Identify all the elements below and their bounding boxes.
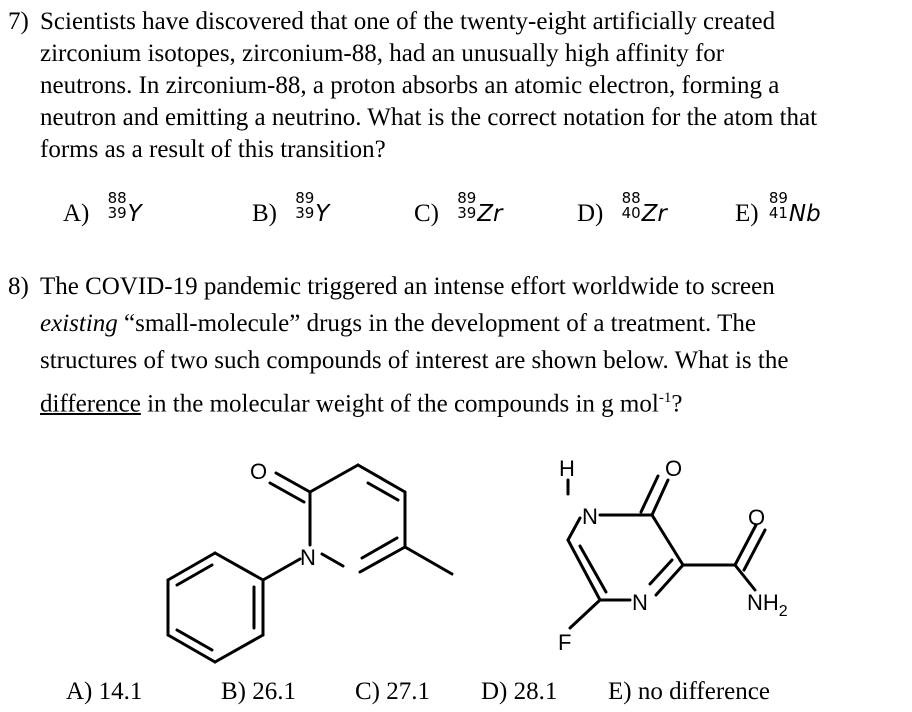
question-text-line: Scientists have discovered that one of the twenty-eight artificially created bbox=[40, 8, 776, 35]
amine-subscript: 2 bbox=[778, 603, 788, 620]
choice-letter: B) bbox=[252, 200, 277, 227]
element-symbol: Nb bbox=[788, 201, 821, 227]
atom-label-oxygen: O bbox=[748, 505, 766, 530]
question-text-rest: in the molecular weight of the compounds in g mol bbox=[140, 390, 659, 418]
nuclide-notation bbox=[457, 189, 503, 227]
atom-label-oxygen: O bbox=[665, 456, 683, 481]
answer-choice-e[interactable] bbox=[735, 189, 821, 228]
question-number: 7) bbox=[8, 8, 29, 35]
question-text-line: neutron and emitting a neutrino. What is the correct notation for the atom that bbox=[40, 104, 818, 131]
answer-choice-b[interactable] bbox=[252, 189, 330, 228]
amine-text: NH bbox=[747, 590, 779, 615]
choice-letter: A) bbox=[63, 200, 90, 227]
atom-label-nitrogen: N bbox=[300, 545, 316, 570]
atom-label-nitrogen: N bbox=[582, 504, 598, 529]
question-text-line: The COVID-19 pandemic triggered an intense effort worldwide to screen bbox=[40, 273, 775, 300]
atom-label-hydrogen: H bbox=[559, 456, 575, 481]
atomic-number: 40 bbox=[621, 204, 641, 222]
question-text-rest: “small-molecule” drugs in the development of a treatment. The bbox=[117, 310, 756, 337]
answer-choice-c[interactable]: C) 27.1 bbox=[355, 678, 430, 705]
unit-exponent: -1 bbox=[658, 390, 672, 406]
molecule-structures bbox=[0, 450, 912, 700]
nuclide-notation bbox=[295, 189, 330, 227]
atomic-number: 39 bbox=[295, 204, 315, 222]
nuclide-notation bbox=[107, 189, 142, 227]
atomic-number: 39 bbox=[457, 204, 477, 222]
underlined-text: difference bbox=[40, 390, 141, 418]
atom-label-oxygen: O bbox=[250, 459, 268, 484]
answer-choice-a[interactable] bbox=[63, 189, 142, 228]
answer-choice-c[interactable] bbox=[414, 189, 503, 228]
question-text-line: structures of two such compounds of interest are shown below. What is the bbox=[40, 347, 789, 374]
atom-label-fluorine: F bbox=[558, 630, 572, 655]
answer-choice-e[interactable]: E) no difference bbox=[608, 678, 770, 705]
answer-choice-b[interactable]: B) 26.1 bbox=[221, 678, 296, 705]
question-mark: ? bbox=[671, 390, 683, 418]
atom-label-amine bbox=[747, 590, 788, 620]
element-symbol: Y bbox=[315, 201, 330, 227]
choice-letter: C) bbox=[414, 200, 439, 227]
mass-number: 89 bbox=[768, 189, 788, 207]
emphasis-text: existing bbox=[40, 310, 118, 337]
element-symbol: Y bbox=[127, 201, 142, 227]
question-number: 8) bbox=[8, 273, 29, 300]
mass-number: 88 bbox=[107, 189, 127, 207]
answer-choice-d[interactable] bbox=[577, 189, 667, 228]
nuclide-notation bbox=[621, 189, 667, 227]
molecule-2-labels bbox=[558, 456, 788, 655]
choice-letter: D) bbox=[577, 200, 604, 227]
question-text-line: neutrons. In zirconium-88, a proton absorbs an atomic electron, forming a bbox=[40, 72, 780, 99]
mass-number: 88 bbox=[621, 189, 641, 207]
answer-choice-a[interactable]: A) 14.1 bbox=[66, 678, 143, 705]
mass-number: 89 bbox=[295, 189, 315, 207]
element-symbol: Zr bbox=[641, 201, 667, 227]
nuclide-notation bbox=[768, 189, 821, 227]
answer-choice-d[interactable]: D) 28.1 bbox=[481, 678, 558, 705]
question-text-line bbox=[40, 308, 756, 341]
atom-label-nitrogen: N bbox=[632, 590, 648, 615]
choice-letter: E) bbox=[735, 200, 759, 227]
mass-number: 89 bbox=[457, 189, 477, 207]
atomic-number: 39 bbox=[107, 204, 127, 222]
question-text-line bbox=[40, 382, 682, 421]
question-text-line: forms as a result of this transition? bbox=[40, 136, 386, 163]
molecule-2 bbox=[568, 476, 765, 628]
element-symbol: Zr bbox=[477, 201, 503, 227]
question-text-line: zirconium isotopes, zirconium-88, had an unusually high affinity for bbox=[40, 40, 725, 67]
atomic-number: 41 bbox=[768, 204, 788, 222]
